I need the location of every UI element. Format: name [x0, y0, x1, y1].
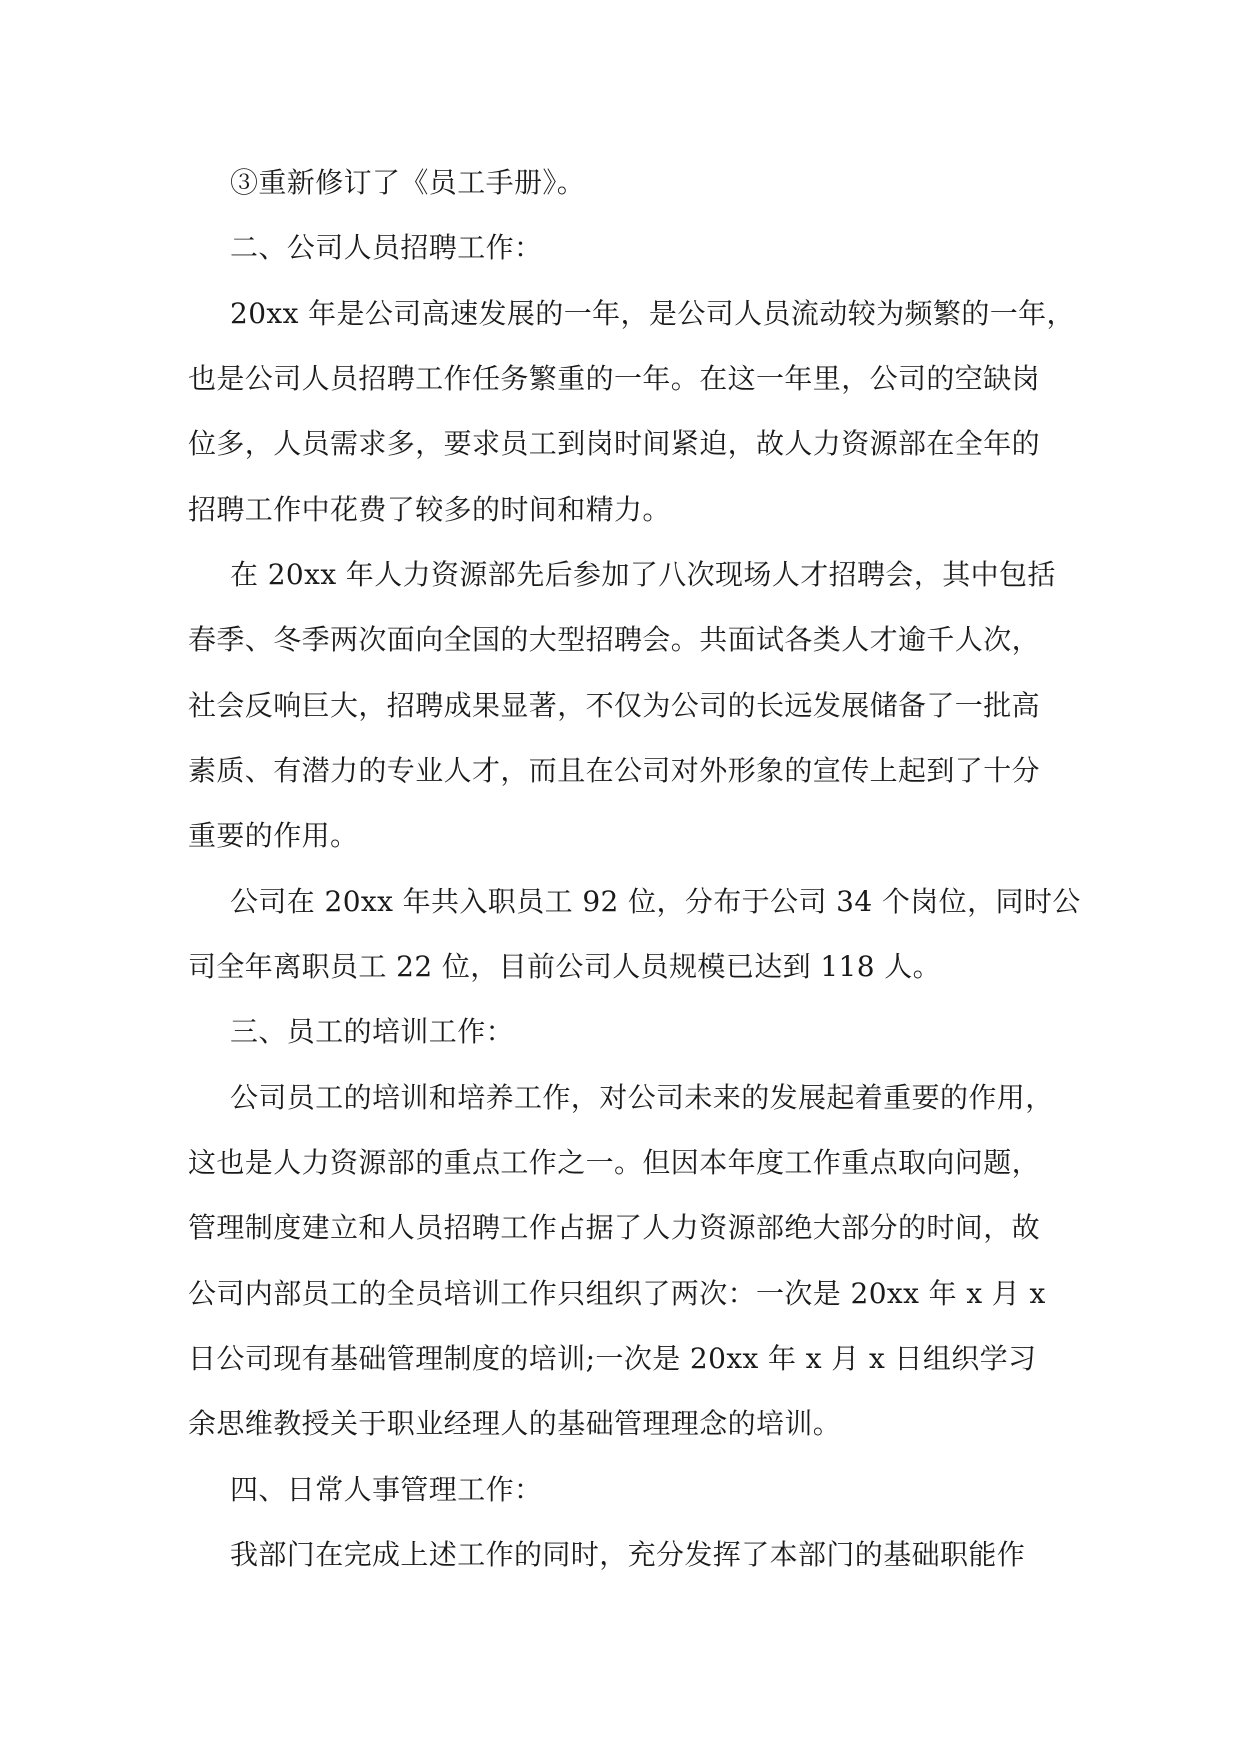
- text-line: 社会反响巨大，招聘成果显著，不仅为公司的长远发展储备了一批高: [188, 689, 1041, 722]
- text-line: 管理制度建立和人员招聘工作占据了人力资源部绝大部分的时间，故: [188, 1211, 1041, 1244]
- text-line: 公司内部员工的全员培训工作只组织了两次：一次是 20xx 年 x 月 x: [188, 1277, 1046, 1310]
- text-line: 我部门在完成上述工作的同时，充分发挥了本部门的基础职能作: [230, 1538, 1026, 1571]
- text-line: 招聘工作中花费了较多的时间和精力。: [188, 493, 671, 526]
- text-line: ③重新修订了《员工手册》。: [230, 166, 586, 199]
- text-line: 重要的作用。: [188, 819, 359, 852]
- text-line: 这也是人力资源部的重点工作之一。但因本年度工作重点取向问题，: [188, 1146, 1041, 1179]
- text-line: 公司员工的培训和培养工作，对公司未来的发展起着重要的作用，: [230, 1081, 1054, 1114]
- text-line: 20xx 年是公司高速发展的一年，是公司人员流动较为频繁的一年，: [230, 297, 1075, 330]
- text-line: 素质、有潜力的专业人才，而且在公司对外形象的宣传上起到了十分: [188, 754, 1041, 787]
- text-line: 位多，人员需求多，要求员工到岗时间紧迫，故人力资源部在全年的: [188, 427, 1041, 460]
- text-line: 春季、冬季两次面向全国的大型招聘会。共面试各类人才逾千人次，: [188, 623, 1041, 656]
- section-heading: 三、员工的培训工作：: [230, 1015, 515, 1048]
- section-heading: 四、日常人事管理工作：: [230, 1473, 543, 1506]
- section-heading: 二、公司人员招聘工作：: [230, 231, 543, 264]
- text-line: 在 20xx 年人力资源部先后参加了八次现场人才招聘会，其中包括: [230, 558, 1056, 591]
- text-line: 也是公司人员招聘工作任务繁重的一年。在这一年里，公司的空缺岗: [188, 362, 1041, 395]
- text-line: 司全年离职员工 22 位，目前公司人员规模已达到 118 人。: [188, 950, 942, 983]
- text-line: 余思维教授关于职业经理人的基础管理理念的培训。: [188, 1407, 842, 1440]
- text-line: 公司在 20xx 年共入职员工 92 位，分布于公司 34 个岗位，同时公: [230, 885, 1081, 918]
- text-line: 日公司现有基础管理制度的培训;一次是 20xx 年 x 月 x 日组织学习: [188, 1342, 1037, 1375]
